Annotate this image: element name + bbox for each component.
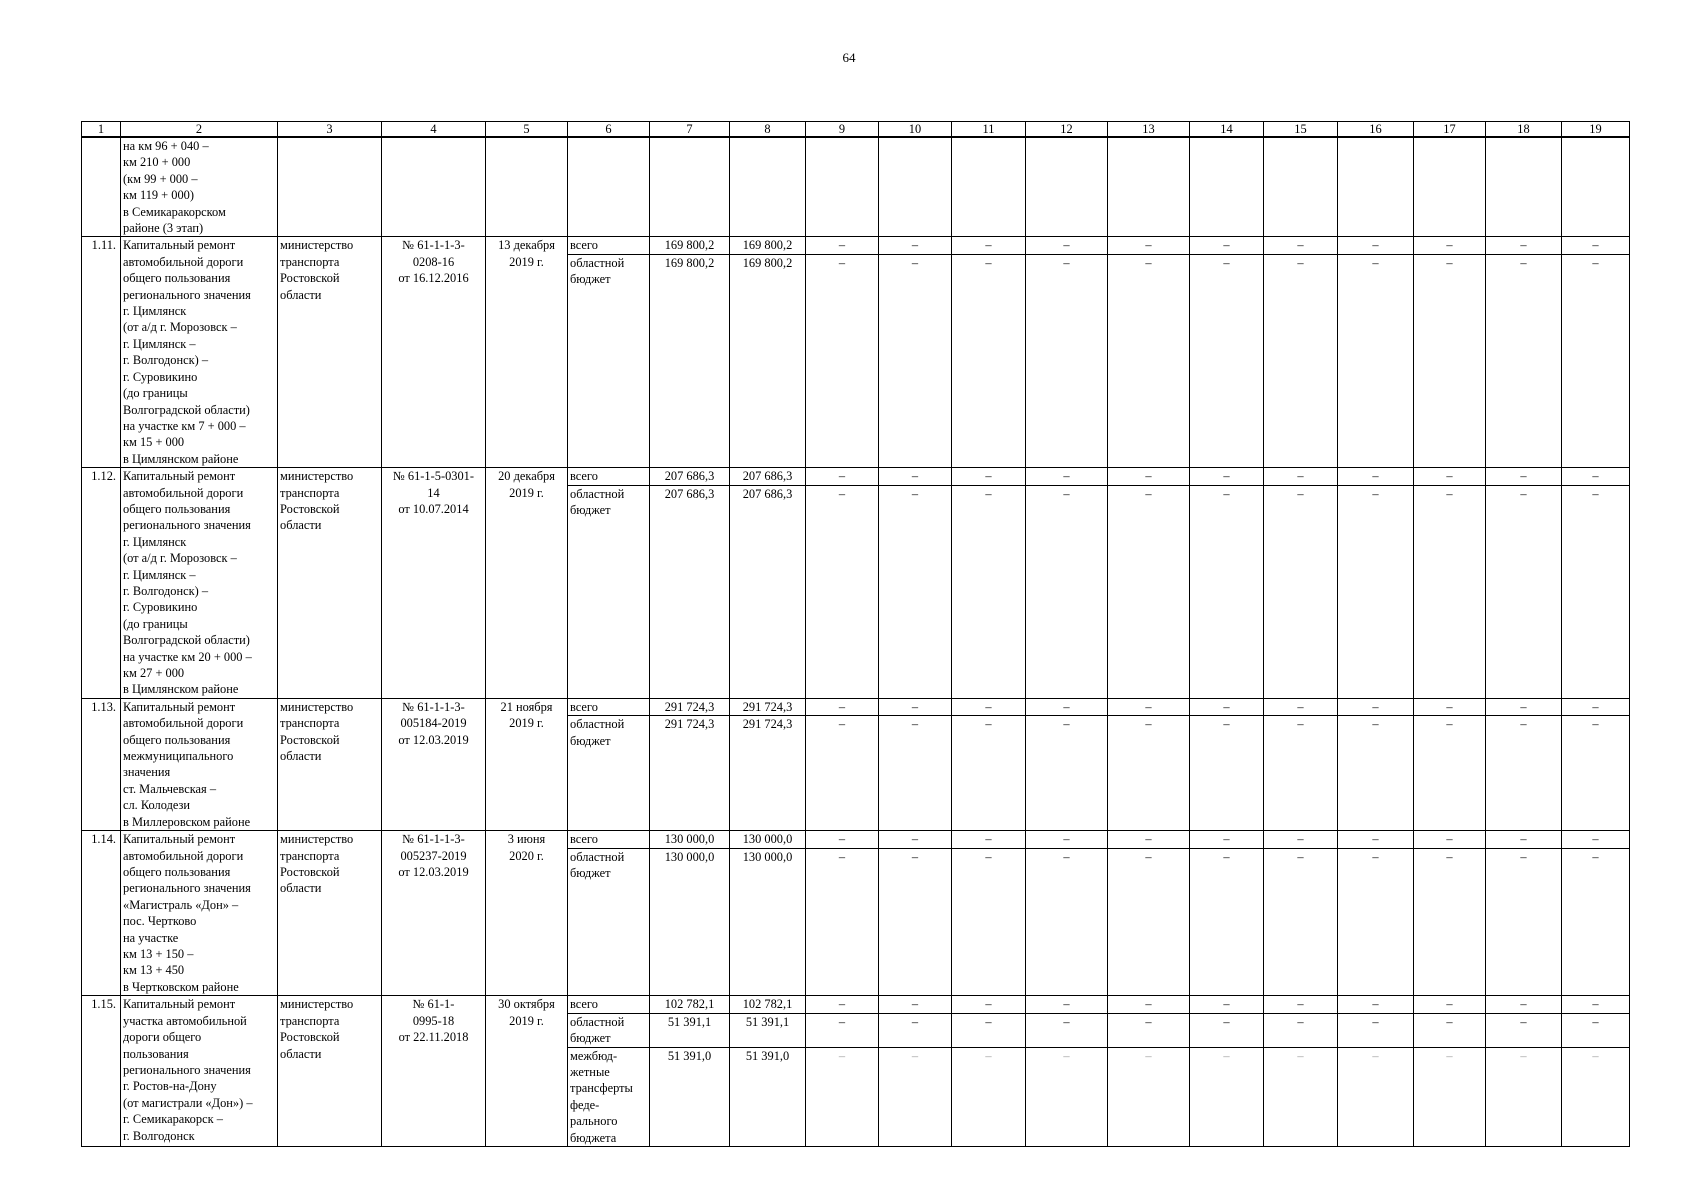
table-row (82, 468, 1630, 485)
cell-col-16: – (1338, 698, 1414, 715)
cell-col-10 (879, 137, 952, 237)
cell-col-17 (1414, 137, 1486, 237)
customer: министерство транспорта Ростовской области (278, 996, 382, 1147)
cell-col-17: – (1414, 468, 1486, 485)
cell-col-13: – (1108, 1013, 1190, 1047)
amount-col-7: 51 391,0 (650, 1047, 730, 1146)
expertise-conclusion: № 61-1-5-0301- 14 от 10.07.2014 (382, 468, 486, 699)
completion-date: 13 декабря 2019 г. (486, 237, 568, 468)
completion-date: 21 ноября 2019 г. (486, 698, 568, 830)
cell-col-9: – (806, 831, 879, 848)
cell-col-10: – (879, 254, 952, 467)
cell-col-18: – (1486, 698, 1562, 715)
cell-col-19: – (1562, 1013, 1630, 1047)
column-number: 10 (879, 122, 952, 138)
cell-col-17: – (1414, 1047, 1486, 1146)
cell-col-16: – (1338, 485, 1414, 698)
amount-col-7: 207 686,3 (650, 485, 730, 698)
customer: министерство транспорта Ростовской области (278, 831, 382, 996)
funding-source: всего (568, 996, 650, 1013)
cell-col-13: – (1108, 485, 1190, 698)
customer: министерство транспорта Ростовской области (278, 698, 382, 830)
cell-col-15: – (1264, 698, 1338, 715)
cell-col-9: – (806, 1013, 879, 1047)
continuation-row (82, 137, 1630, 237)
cell-col-11: – (952, 848, 1026, 996)
amount-col-7: 207 686,3 (650, 468, 730, 485)
column-number: 7 (650, 122, 730, 138)
table-body (82, 122, 1630, 1147)
amount-col-7: 169 800,2 (650, 254, 730, 467)
cell-col-17: – (1414, 996, 1486, 1013)
cell-col-14: – (1190, 831, 1264, 848)
cell-col-12: – (1026, 237, 1108, 254)
cell-col-17: – (1414, 698, 1486, 715)
column-number: 15 (1264, 122, 1338, 138)
cell-col-17: – (1414, 848, 1486, 996)
cell-col-3 (278, 137, 382, 237)
amount-col-7: 130 000,0 (650, 831, 730, 848)
column-number: 14 (1190, 122, 1264, 138)
column-number: 17 (1414, 122, 1486, 138)
cell-col-13: – (1108, 1047, 1190, 1146)
cell-col-9: – (806, 237, 879, 254)
cell-col-12: – (1026, 1013, 1108, 1047)
cell-col-18: – (1486, 716, 1562, 831)
object-name: Капитальный ремонт автомобильной дороги общего пользования регионального значения г. Цимлянск (от а/д г. Морозовск – г. Цимлянск – г. Волгодонск) – г. Суровикино (до границы Волгоградской области) на участке км 20 + 000 – км 27 + 000 в Цимлянском районе (121, 468, 278, 699)
cell-col-11: – (952, 254, 1026, 467)
cell-col-18: – (1486, 996, 1562, 1013)
expertise-conclusion: № 61-1-1-3- 005237-2019 от 12.03.2019 (382, 831, 486, 996)
cell-col-9: – (806, 716, 879, 831)
cell-col-9: – (806, 254, 879, 467)
cell-col-15: – (1264, 468, 1338, 485)
row-number: 1.15. (82, 996, 121, 1147)
amount-col-8: 207 686,3 (730, 485, 806, 698)
cell-col-18: – (1486, 468, 1562, 485)
table-row (82, 831, 1630, 848)
cell-col-19: – (1562, 996, 1630, 1013)
object-name: Капитальный ремонт автомобильной дороги общего пользования межмуниципального значения ст. Мальчевская – сл. Колодези в Миллеровском районе (121, 698, 278, 830)
cell-col-11 (952, 137, 1026, 237)
cell-col-13: – (1108, 831, 1190, 848)
cell-col-14: – (1190, 1013, 1264, 1047)
cell-col-13: – (1108, 848, 1190, 996)
cell-col-16: – (1338, 468, 1414, 485)
row-number: 1.11. (82, 237, 121, 468)
cell-col-18: – (1486, 254, 1562, 467)
cell-col-12: – (1026, 996, 1108, 1013)
cell-col-19: – (1562, 831, 1630, 848)
funding-source: всего (568, 468, 650, 485)
cell-col-14: – (1190, 485, 1264, 698)
cell-col-16 (1338, 137, 1414, 237)
cell-col-10: – (879, 237, 952, 254)
cell-col-14: – (1190, 254, 1264, 467)
amount-col-7: 102 782,1 (650, 996, 730, 1013)
cell-col-13: – (1108, 237, 1190, 254)
cell-col-8 (730, 137, 806, 237)
amount-col-8: 291 724,3 (730, 716, 806, 831)
column-number: 5 (486, 122, 568, 138)
cell-col-19: – (1562, 1047, 1630, 1146)
cell-col-11: – (952, 698, 1026, 715)
cell-col-13 (1108, 137, 1190, 237)
cell-col-18: – (1486, 1013, 1562, 1047)
cell-col-16: – (1338, 237, 1414, 254)
customer: министерство транспорта Ростовской области (278, 237, 382, 468)
cell-col-15: – (1264, 254, 1338, 467)
cell-col-10: – (879, 716, 952, 831)
customer: министерство транспорта Ростовской области (278, 468, 382, 699)
cell-col-19: – (1562, 848, 1630, 996)
cell-col-14: – (1190, 237, 1264, 254)
cell-col-12: – (1026, 848, 1108, 996)
column-number: 18 (1486, 122, 1562, 138)
cell-col-11: – (952, 237, 1026, 254)
cell-col-15: – (1264, 1013, 1338, 1047)
cell-col-7 (650, 137, 730, 237)
cell-col-18: – (1486, 848, 1562, 996)
cell-col-19: – (1562, 237, 1630, 254)
cell-col-14: – (1190, 698, 1264, 715)
cell-col-18: – (1486, 485, 1562, 698)
amount-col-8: 207 686,3 (730, 468, 806, 485)
amount-col-7: 130 000,0 (650, 848, 730, 996)
column-number: 2 (121, 122, 278, 138)
cell-col-13: – (1108, 716, 1190, 831)
funding-source: областной бюджет (568, 716, 650, 831)
cell-col-12: – (1026, 468, 1108, 485)
cell-col-10: – (879, 468, 952, 485)
amount-col-8: 102 782,1 (730, 996, 806, 1013)
row-number: 1.14. (82, 831, 121, 996)
cell-col-18 (1486, 137, 1562, 237)
column-number: 16 (1338, 122, 1414, 138)
cell-col-11: – (952, 485, 1026, 698)
cell-col-19: – (1562, 698, 1630, 715)
cell-col-12: – (1026, 254, 1108, 467)
cell-col-10: – (879, 485, 952, 698)
cell-col-12: – (1026, 1047, 1108, 1146)
column-number: 19 (1562, 122, 1630, 138)
object-name: Капитальный ремонт участка автомобильной дороги общего пользования регионального значения г. Ростов-на-Дону (от магистрали «Дон») – г. Семикаракорск – г. Волгодонск (121, 996, 278, 1147)
cell-col-16: – (1338, 254, 1414, 467)
column-number: 9 (806, 122, 879, 138)
cell-col-9: – (806, 1047, 879, 1146)
column-number: 3 (278, 122, 382, 138)
cell-col-13: – (1108, 698, 1190, 715)
amount-col-8: 169 800,2 (730, 254, 806, 467)
cell-col-9: – (806, 848, 879, 996)
cell-col-12: – (1026, 698, 1108, 715)
completion-date: 3 июня 2020 г. (486, 831, 568, 996)
cell-col-17: – (1414, 716, 1486, 831)
amount-col-7: 291 724,3 (650, 698, 730, 715)
object-name: Капитальный ремонт автомобильной дороги общего пользования регионального значения г. Цимлянск (от а/д г. Морозовск – г. Цимлянск – г. Волгодонск) – г. Суровикино (до границы Волгоградской области) на участке км 7 + 000 – км 15 + 000 в Цимлянском районе (121, 237, 278, 468)
cell-col-11: – (952, 1013, 1026, 1047)
cell-col-10: – (879, 848, 952, 996)
cell-col-5 (486, 137, 568, 237)
amount-col-7: 51 391,1 (650, 1013, 730, 1047)
cell-col-19 (1562, 137, 1630, 237)
column-number: 6 (568, 122, 650, 138)
row-number: 1.12. (82, 468, 121, 699)
cell-col-4 (382, 137, 486, 237)
cell-col-12: – (1026, 716, 1108, 831)
expertise-conclusion: № 61-1- 0995-18 от 22.11.2018 (382, 996, 486, 1147)
cell-col-10: – (879, 1047, 952, 1146)
cell-col-15: – (1264, 716, 1338, 831)
cell-col-17: – (1414, 831, 1486, 848)
cell-col-13: – (1108, 996, 1190, 1013)
amount-col-8: 169 800,2 (730, 237, 806, 254)
cell-col-14 (1190, 137, 1264, 237)
amount-col-8: 130 000,0 (730, 848, 806, 996)
amount-col-8: 51 391,0 (730, 1047, 806, 1146)
funding-source: областной бюджет (568, 254, 650, 467)
cell-col-19: – (1562, 468, 1630, 485)
completion-date: 30 октября 2019 г. (486, 996, 568, 1147)
completion-date: 20 декабря 2019 г. (486, 468, 568, 699)
funding-source: всего (568, 831, 650, 848)
cell-col-17: – (1414, 254, 1486, 467)
cell-col-9: – (806, 996, 879, 1013)
cell-col-10: – (879, 698, 952, 715)
cell-col-16: – (1338, 848, 1414, 996)
cell-col-14: – (1190, 716, 1264, 831)
cell-col-14: – (1190, 848, 1264, 996)
cell-col-14: – (1190, 468, 1264, 485)
column-number-row (82, 122, 1630, 138)
cell-col-19: – (1562, 485, 1630, 698)
cell-col-11: – (952, 996, 1026, 1013)
column-number: 4 (382, 122, 486, 138)
amount-col-8: 51 391,1 (730, 1013, 806, 1047)
cell-col-17: – (1414, 237, 1486, 254)
cell-col-9: – (806, 468, 879, 485)
table-row (82, 698, 1630, 715)
funding-source: всего (568, 237, 650, 254)
cell-col-16: – (1338, 716, 1414, 831)
cell-col-15 (1264, 137, 1338, 237)
funding-source: областной бюджет (568, 848, 650, 996)
column-number: 13 (1108, 122, 1190, 138)
cell-col-13: – (1108, 468, 1190, 485)
cell-col-13: – (1108, 254, 1190, 467)
cell-col-9: – (806, 485, 879, 698)
cell-col-12 (1026, 137, 1108, 237)
cell-col-15: – (1264, 237, 1338, 254)
cell-col-15: – (1264, 485, 1338, 698)
cell-col-10: – (879, 1013, 952, 1047)
cell-col-15: – (1264, 1047, 1338, 1146)
amount-col-8: 291 724,3 (730, 698, 806, 715)
cell-col-14: – (1190, 1047, 1264, 1146)
cell-col-15: – (1264, 996, 1338, 1013)
cell-col-18: – (1486, 1047, 1562, 1146)
amount-col-7: 169 800,2 (650, 237, 730, 254)
page-number: 64 (842, 50, 856, 65)
funding-source: межбюд- жетные трансферты феде- рального бюджета (568, 1047, 650, 1146)
funding-source: областной бюджет (568, 1013, 650, 1047)
column-number: 8 (730, 122, 806, 138)
funding-source: всего (568, 698, 650, 715)
expertise-conclusion: № 61-1-1-3- 005184-2019 от 12.03.2019 (382, 698, 486, 830)
cell-col-11: – (952, 1047, 1026, 1146)
funding-source: областной бюджет (568, 485, 650, 698)
cell-col-14: – (1190, 996, 1264, 1013)
amount-col-8: 130 000,0 (730, 831, 806, 848)
cell-col-15: – (1264, 848, 1338, 996)
cell-col-19: – (1562, 254, 1630, 467)
cell-col-15: – (1264, 831, 1338, 848)
cell-col-12: – (1026, 485, 1108, 698)
cell-col-17: – (1414, 1013, 1486, 1047)
cell-col-9 (806, 137, 879, 237)
column-number: 1 (82, 122, 121, 138)
cell-col-10: – (879, 831, 952, 848)
row-number (82, 137, 121, 237)
cell-col-11: – (952, 716, 1026, 831)
object-name: на км 96 + 040 – км 210 + 000 (км 99 + 000 – км 119 + 000) в Семикаракорском районе (3 этап) (121, 137, 278, 237)
column-number: 11 (952, 122, 1026, 138)
cell-col-18: – (1486, 237, 1562, 254)
table-row (82, 996, 1630, 1013)
cell-col-18: – (1486, 831, 1562, 848)
column-number: 12 (1026, 122, 1108, 138)
cell-col-19: – (1562, 716, 1630, 831)
expertise-conclusion: № 61-1-1-3- 0208-16 от 16.12.2016 (382, 237, 486, 468)
cell-col-16: – (1338, 831, 1414, 848)
cell-col-10: – (879, 996, 952, 1013)
cell-col-16: – (1338, 996, 1414, 1013)
cell-col-12: – (1026, 831, 1108, 848)
cell-col-16: – (1338, 1013, 1414, 1047)
object-name: Капитальный ремонт автомобильной дороги общего пользования регионального значения «Магистраль «Дон» – пос. Чертково на участке км 13 + 150 – км 13 + 450 в Чертковском районе (121, 831, 278, 996)
table-row (82, 237, 1630, 254)
row-number: 1.13. (82, 698, 121, 830)
cell-col-6 (568, 137, 650, 237)
cell-col-11: – (952, 831, 1026, 848)
cell-col-16: – (1338, 1047, 1414, 1146)
amount-col-7: 291 724,3 (650, 716, 730, 831)
cell-col-9: – (806, 698, 879, 715)
cell-col-11: – (952, 468, 1026, 485)
program-table (81, 121, 1630, 1147)
cell-col-17: – (1414, 485, 1486, 698)
